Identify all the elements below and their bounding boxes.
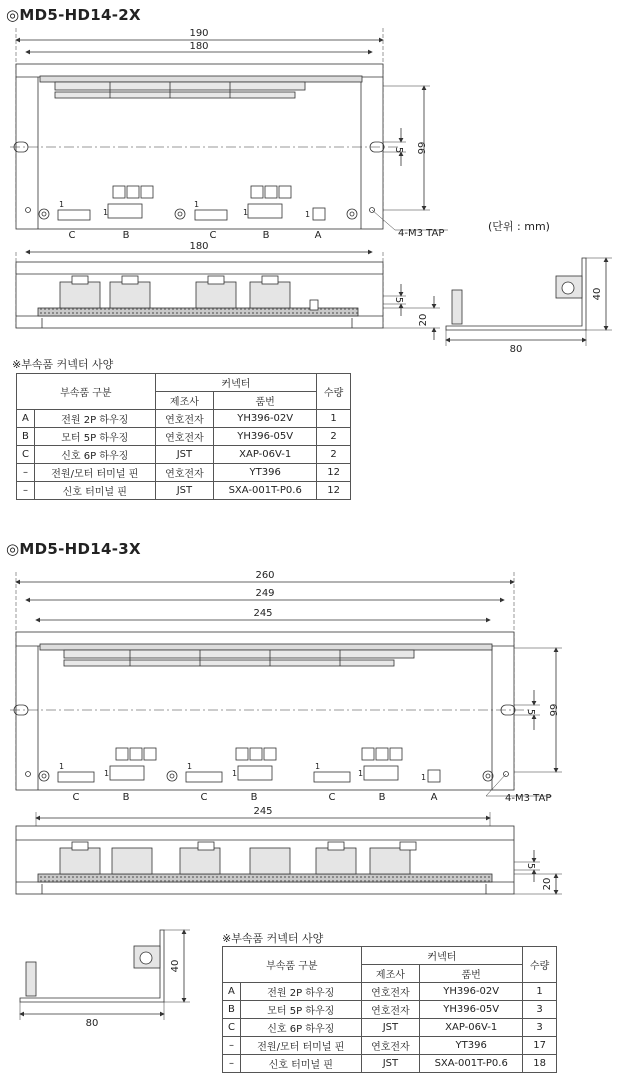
s1-conn-label: A xyxy=(314,230,322,241)
cell-maker: JST xyxy=(155,482,214,500)
cell-qty: 17 xyxy=(523,1037,557,1055)
cell-part: YH396-02V xyxy=(214,410,317,428)
cell-maker: JST xyxy=(361,1055,420,1073)
cell-code: C xyxy=(17,446,35,464)
s2-conn-label: B xyxy=(122,792,130,803)
s1-dim-end-depth: 80 xyxy=(509,344,523,355)
cell-code: B xyxy=(223,1001,241,1019)
s2-top-view xyxy=(10,572,562,796)
s2-dim-end-height: 40 xyxy=(170,959,181,973)
cell-qty: 3 xyxy=(523,1001,557,1019)
s2-tap-label: 4-M3 TAP xyxy=(505,793,552,804)
table-row xyxy=(17,410,351,428)
cell-part: SXA-001T-P0.6 xyxy=(420,1055,523,1073)
cell-part: XAP-06V-1 xyxy=(420,1019,523,1037)
units-label: (단위 : mm) xyxy=(488,220,550,233)
cell-qty: 1 xyxy=(523,983,557,1001)
s1-side-view xyxy=(16,252,440,340)
s1-top-view xyxy=(10,28,448,230)
th-category: 부속품 구분 xyxy=(17,374,156,410)
s2-conn-label: C xyxy=(328,792,336,803)
cell-name: 신호 터미널 핀 xyxy=(240,1055,361,1073)
s2-dim-overall: 260 xyxy=(255,570,275,581)
cell-name: 신호 6P 하우징 xyxy=(34,446,155,464)
s2-conn-label: C xyxy=(200,792,208,803)
th-qty: 수량 xyxy=(317,374,351,410)
cell-part: YT396 xyxy=(214,464,317,482)
cell-code: C xyxy=(223,1019,241,1037)
cell-code: A xyxy=(17,410,35,428)
s2-dim-end-depth: 80 xyxy=(85,1018,99,1029)
s2-spec-table xyxy=(222,946,557,1073)
s2-dim-side-width: 245 xyxy=(253,806,273,817)
s1-table-title: ※부속품 커넥터 사양 xyxy=(12,358,114,371)
cell-name: 모터 5P 하우징 xyxy=(240,1001,361,1019)
s2-conn-label: A xyxy=(430,792,438,803)
s1-end-view xyxy=(446,258,612,346)
cell-part: YH396-02V xyxy=(420,983,523,1001)
s2-dim-inner: 245 xyxy=(253,608,273,619)
th-maker: 제조사 xyxy=(361,965,420,983)
s1-conn-label: C xyxy=(209,230,217,241)
s1-pin1: 1 xyxy=(59,200,65,209)
s1-dim-side-slot: 5 xyxy=(393,296,404,304)
cell-maker: 연호전자 xyxy=(155,464,214,482)
cell-code: – xyxy=(223,1055,241,1073)
s1-tap-label: 4-M3 TAP xyxy=(398,228,445,239)
cell-name: 신호 6P 하우징 xyxy=(240,1019,361,1037)
cell-qty: 12 xyxy=(317,464,351,482)
s1-dim-overall: 190 xyxy=(189,28,209,39)
cell-name: 모터 5P 하우징 xyxy=(34,428,155,446)
s2-pin1: 1 xyxy=(232,769,238,778)
s1-conn-label: C xyxy=(68,230,76,241)
cell-code: – xyxy=(17,464,35,482)
s2-pin1: 1 xyxy=(187,762,193,771)
cell-part: YT396 xyxy=(420,1037,523,1055)
cell-maker: JST xyxy=(361,1019,420,1037)
s1-pin1: 1 xyxy=(194,200,200,209)
cell-part: XAP-06V-1 xyxy=(214,446,317,464)
s2-pin1: 1 xyxy=(358,769,364,778)
s2-table-title: ※부속품 커넥터 사양 xyxy=(222,932,324,945)
s1-dim-height: 66 xyxy=(415,141,426,155)
table-row xyxy=(223,983,557,1001)
s2-dim-slot: 5 xyxy=(525,708,536,716)
cell-part: SXA-001T-P0.6 xyxy=(214,482,317,500)
table-row xyxy=(17,428,351,446)
cell-name: 전원/모터 터미널 핀 xyxy=(34,464,155,482)
s2-pin1: 1 xyxy=(421,773,427,782)
s2-side-view xyxy=(16,812,562,894)
table-row xyxy=(223,1019,557,1037)
s2-pin1: 1 xyxy=(104,769,110,778)
s2-dim-height: 66 xyxy=(547,703,558,717)
cell-name: 전원 2P 하우징 xyxy=(240,983,361,1001)
s2-conn-label: C xyxy=(72,792,80,803)
th-part: 품번 xyxy=(420,965,523,983)
table-row xyxy=(223,1055,557,1073)
s1-spec-table xyxy=(16,373,351,500)
cell-qty: 18 xyxy=(523,1055,557,1073)
s1-dim-slot: 5 xyxy=(393,146,404,154)
th-part: 품번 xyxy=(214,392,317,410)
cell-maker: 연호전자 xyxy=(155,428,214,446)
cell-qty: 3 xyxy=(523,1019,557,1037)
cell-maker: 연호전자 xyxy=(155,410,214,428)
cell-code: – xyxy=(223,1037,241,1055)
table-row xyxy=(17,446,351,464)
s1-dim-inner: 180 xyxy=(189,41,209,52)
cell-qty: 1 xyxy=(317,410,351,428)
s1-pin1: 1 xyxy=(243,208,249,217)
s1-dim-side-height: 20 xyxy=(418,313,429,327)
s1-conn-label: B xyxy=(122,230,130,241)
th-category: 부속품 구분 xyxy=(223,947,362,983)
s1-pin1: 1 xyxy=(305,210,311,219)
cell-qty: 2 xyxy=(317,428,351,446)
th-connector: 커넥터 xyxy=(155,374,317,392)
cell-code: – xyxy=(17,482,35,500)
s2-conn-label: B xyxy=(250,792,258,803)
th-qty: 수량 xyxy=(523,947,557,983)
s2-end-view xyxy=(20,930,190,1020)
section2-title: ◎MD5-HD14-3X xyxy=(6,540,141,558)
th-maker: 제조사 xyxy=(155,392,214,410)
table-row xyxy=(223,1037,557,1055)
cell-maker: 연호전자 xyxy=(361,1001,420,1019)
s1-dim-side-width: 180 xyxy=(189,241,209,252)
s2-pin1: 1 xyxy=(315,762,321,771)
cell-part: YH396-05V xyxy=(214,428,317,446)
cell-name: 신호 터미널 핀 xyxy=(34,482,155,500)
table-row xyxy=(17,482,351,500)
cell-name: 전원/모터 터미널 핀 xyxy=(240,1037,361,1055)
table-row xyxy=(223,1001,557,1019)
cell-maker: 연호전자 xyxy=(361,1037,420,1055)
s2-conn-label: B xyxy=(378,792,386,803)
th-connector: 커넥터 xyxy=(361,947,523,965)
cell-maker: 연호전자 xyxy=(361,983,420,1001)
cell-code: B xyxy=(17,428,35,446)
table-row xyxy=(17,464,351,482)
s2-dim-side-slot: 5 xyxy=(525,862,536,870)
section1-title: ◎MD5-HD14-2X xyxy=(6,6,141,24)
cell-maker: JST xyxy=(155,446,214,464)
s1-pin1: 1 xyxy=(103,208,109,217)
s1-conn-label: B xyxy=(262,230,270,241)
cell-part: YH396-05V xyxy=(420,1001,523,1019)
s1-dim-end-height: 40 xyxy=(592,287,603,301)
cell-qty: 2 xyxy=(317,446,351,464)
cell-qty: 12 xyxy=(317,482,351,500)
s2-dim-side-height: 20 xyxy=(542,877,553,891)
cell-name: 전원 2P 하우징 xyxy=(34,410,155,428)
cell-code: A xyxy=(223,983,241,1001)
s2-pin1: 1 xyxy=(59,762,65,771)
s2-dim-mid: 249 xyxy=(255,588,275,599)
